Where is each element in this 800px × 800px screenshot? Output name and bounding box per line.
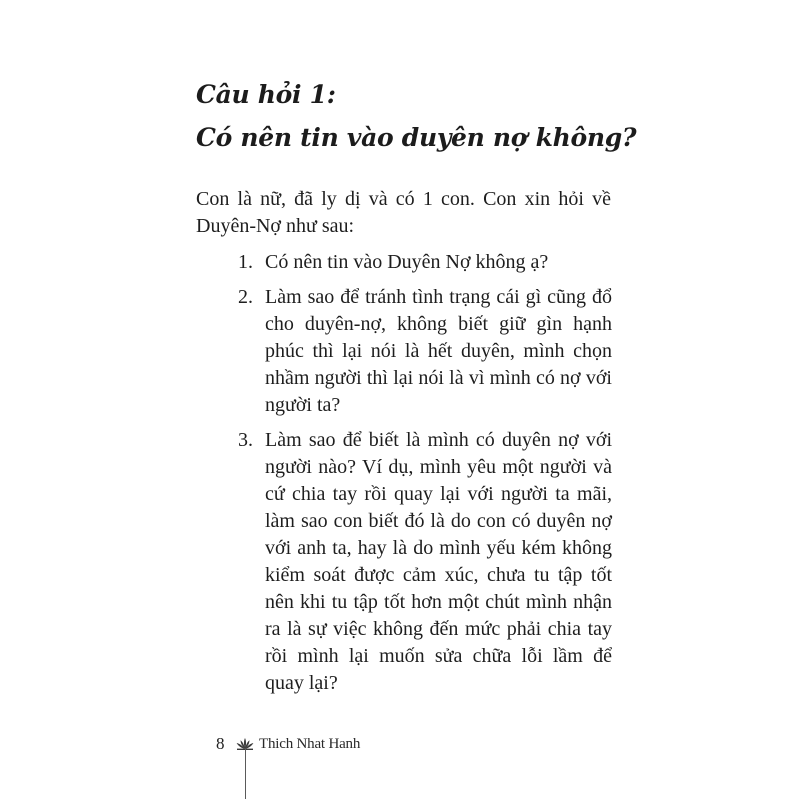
intro-paragraph: Con là nữ, đã ly dị và có 1 con. Con xin hỏi về Duyên-Nợ như sau: xyxy=(196,188,611,237)
list-item-number: 1. xyxy=(238,251,253,273)
list-item-text: Làm sao để biết là mình có duyên nợ với người nào? Ví dụ, mình yêu một người và cứ chia tay rồi quay lại với người ta mãi, làm sao con biết đó là do con có duyên nợ với anh ta, hay là do mình yếu kém không kiểm soát được cảm xúc, chưa tu tập tốt nên khi tu tập tốt hơn một chút mình nhận ra là sự việc không đến mức phải chia tay rồi mình lại muốn sửa chữa lỗi lầm để quay lại? xyxy=(265,429,612,694)
author-name: Thich Nhat Hanh xyxy=(259,736,361,752)
page-number: 8 xyxy=(216,734,225,753)
list-item-number: 2. xyxy=(238,286,253,308)
question-label: Câu hỏi 1: xyxy=(196,80,336,109)
page-footer xyxy=(214,734,414,800)
list-item xyxy=(232,249,612,276)
question-title: Có nên tin vào duyên nợ không? xyxy=(196,123,637,152)
list-item xyxy=(232,284,612,419)
list-item xyxy=(232,427,612,697)
list-item-number: 3. xyxy=(238,429,253,451)
list-item-text: Có nên tin vào Duyên Nợ không ạ? xyxy=(265,251,549,273)
list-item-text: Làm sao để tránh tình trạng cái gì cũng đổ cho duyên-nợ, không biết giữ gìn hạnh phúc thì lại nói là hết duyên, mình chọn nhầm người thì lại nói là vì mình có nợ với người ta? xyxy=(265,286,612,416)
lotus-stem-divider xyxy=(245,749,246,799)
